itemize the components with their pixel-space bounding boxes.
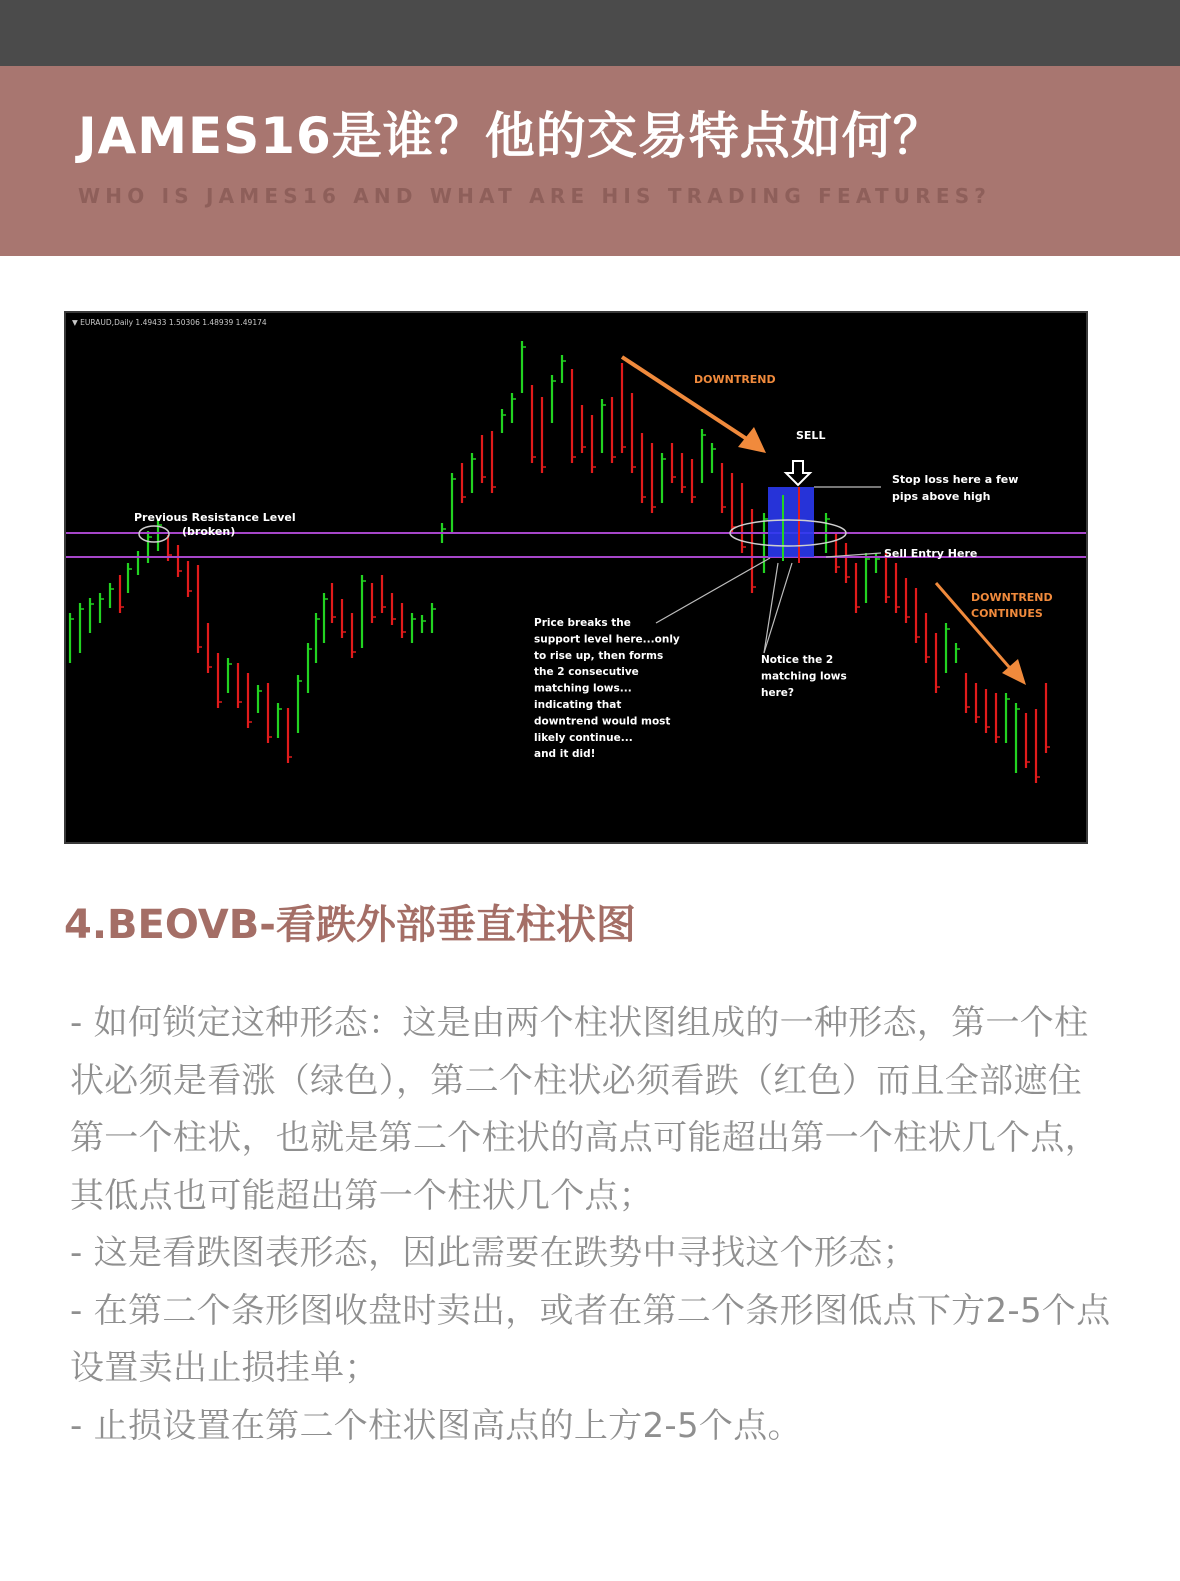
- stop-loss-label-line1: Stop loss here a few: [892, 473, 1019, 486]
- annotation-line: likely continue...: [534, 731, 633, 744]
- price-chart-image: [64, 311, 1088, 844]
- prev-resistance-label-line2: (broken): [182, 525, 236, 538]
- annotation-line: matching lows: [761, 670, 847, 683]
- sell-label: SELL: [796, 429, 826, 442]
- price-chart: [66, 313, 1086, 842]
- bullet-paragraph: - 在第二个条形图收盘时卖出，或者在第二个条形图低点下方2-5个点设置卖出止损挂单；: [70, 1290, 1111, 1388]
- annotation-line: the 2 consecutive: [534, 666, 639, 679]
- top-bar: [0, 0, 1180, 66]
- downtrend-label: DOWNTREND: [694, 373, 776, 386]
- section-heading: 4.BEOVB-看跌外部垂直柱状图: [64, 902, 636, 948]
- bullet-paragraph: - 这是看跌图表形态，因此需要在跌势中寻找这个形态；: [70, 1233, 917, 1273]
- annotation-line: matching lows...: [534, 682, 632, 695]
- stop-loss-label-line2: pips above high: [892, 490, 991, 503]
- prev-resistance-label-line1: Previous Resistance Level: [134, 511, 296, 524]
- annotation-line: Notice the 2: [761, 654, 834, 666]
- downtrend-continues-label-line2: CONTINUES: [971, 607, 1043, 620]
- sell-entry-label: Sell Entry Here: [884, 547, 978, 560]
- annotation-line: here?: [761, 686, 794, 699]
- annotation-line: downtrend would most: [534, 715, 671, 728]
- section-body: [70, 995, 1115, 1455]
- chart-ticker: ▼ EURAUD,Daily 1.49433 1.50306 1.48939 1.49174: [72, 318, 267, 327]
- annotation-line: to rise up, then forms: [534, 649, 664, 662]
- annotation-line: and it did!: [534, 748, 596, 761]
- page-subtitle: WHO IS JAMES16 AND WHAT ARE HIS TRADING FEATURES?: [78, 184, 992, 208]
- header-banner: [0, 66, 1180, 256]
- page-title: JAMES16是谁？他的交易特点如何？: [78, 107, 944, 165]
- annotation-line: indicating that: [534, 699, 622, 711]
- annotation-line: Price breaks the: [534, 617, 631, 629]
- downtrend-continues-label-line1: DOWNTREND: [971, 591, 1053, 604]
- chart-background: [66, 313, 1086, 842]
- bullet-paragraph: - 如何锁定这种形态：这是由两个柱状图组成的一种形态，第一个柱状必须是看涨（绿色），第二个柱状必须看跌（红色）而且全部遮住第一个柱状，也就是第二个柱状的高点可能超出第一个柱状几个点，其低点也可能超出第一个柱状几个点；: [70, 1003, 1099, 1216]
- annotation-line: support level here...only: [534, 633, 680, 646]
- bullet-paragraph: - 止损设置在第二个柱状图高点的上方2-5个点。: [70, 1405, 802, 1446]
